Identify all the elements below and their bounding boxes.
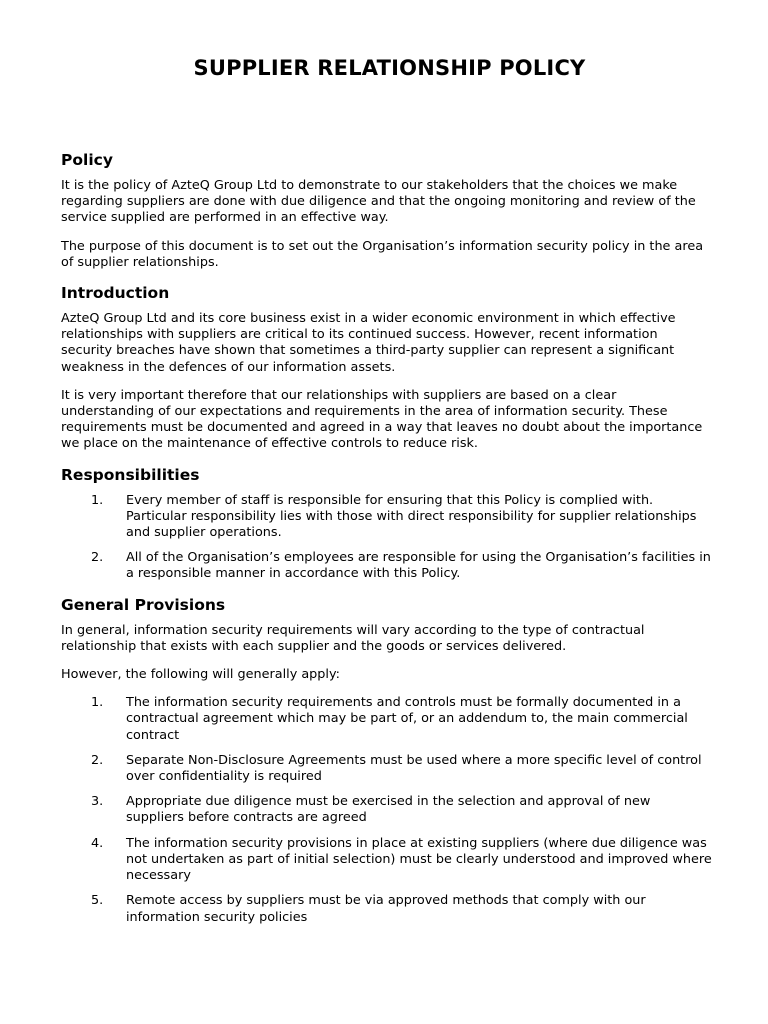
provisions-list [61, 695, 712, 925]
paragraph: AzteQ Group Ltd and its core business exist in a wider economic environment in which effective relationships with suppliers are critical to its continued success. However, recent information security breaches have shown that sometimes a third-party supplier can represent a significant weakness in the defences of our information assets. [61, 311, 676, 375]
responsibilities-heading: Responsibilities [61, 465, 200, 484]
paragraph: It is very important therefore that our relationships with suppliers are based on a clear understanding of our expectations and requirements in the area of information security. These requirements must be documented and agreed in a way that leaves no doubt about the importance we place on the maintenance of effective controls to reduce risk. [61, 387, 703, 452]
responsibilities-section [61, 465, 712, 583]
paragraph: The purpose of this document is to set out the Organisation’s information security policy in the area of supplier relationships. [61, 238, 704, 270]
list-item [61, 550, 712, 582]
list-item [61, 794, 712, 826]
list-item-text: The information security provisions in place at existing suppliers (where due diligence was not undertaken as part of initial selection) must be clearly understood and improved where necessary [126, 835, 712, 884]
responsibilities-list [61, 493, 712, 583]
introduction-section [61, 283, 712, 453]
list-item [61, 836, 712, 885]
list-item-number: 1. [91, 492, 104, 508]
list-item [61, 893, 712, 925]
list-item-text: Remote access by suppliers must be via approved methods that comply with our information security policies [126, 893, 646, 925]
paragraph: It is the policy of AzteQ Group Ltd to demonstrate to our stakeholders that the choices we make regarding suppliers are done with due diligence and that the ongoing monitoring and review of the service supplied are performed in an effective way. [61, 178, 696, 226]
list-item-number: 2. [91, 752, 104, 768]
general-provisions-heading: General Provisions [61, 595, 226, 614]
list-item [61, 753, 712, 785]
list-item-text: Separate Non-Disclosure Agreements must be used where a more specific level of control over confidentiality is required [126, 752, 702, 785]
list-item-text: Every member of staff is responsible for ensuring that this Policy is complied with. Particular responsibility lies with those with direct responsibility for supplier relationships and supplier operations. [126, 492, 697, 541]
list-item-text: All of the Organisation’s employees are responsible for using the Organisation’s facilities in a responsible manner in accordance with this Policy. [126, 550, 711, 582]
introduction-heading: Introduction [61, 284, 170, 303]
policy-heading: Policy [61, 151, 113, 169]
list-item [61, 493, 712, 542]
list-item-number: 1. [91, 695, 104, 711]
list-item-number: 2. [91, 550, 104, 566]
policy-section [61, 150, 712, 271]
list-item-text: The information security requirements and controls must be formally documented in a contractual agreement which may be part of, or an addendum to, the main commercial contract [126, 695, 688, 743]
general-provisions-section [61, 595, 712, 926]
document-title: SUPPLIER RELATIONSHIP POLICY [193, 56, 586, 80]
list-item-number: 4. [91, 835, 104, 851]
list-item-number: 5. [91, 893, 104, 909]
paragraph: However, the following will generally apply: [61, 667, 340, 683]
list-item-number: 3. [91, 794, 104, 810]
paragraph: In general, information security requirements will vary according to the type of contractual relationship that exists with each supplier and the goods or services delivered. [61, 622, 645, 654]
list-item-text: Appropriate due diligence must be exercised in the selection and approval of new suppliers before contracts are agreed [126, 794, 651, 826]
list-item [61, 695, 712, 744]
